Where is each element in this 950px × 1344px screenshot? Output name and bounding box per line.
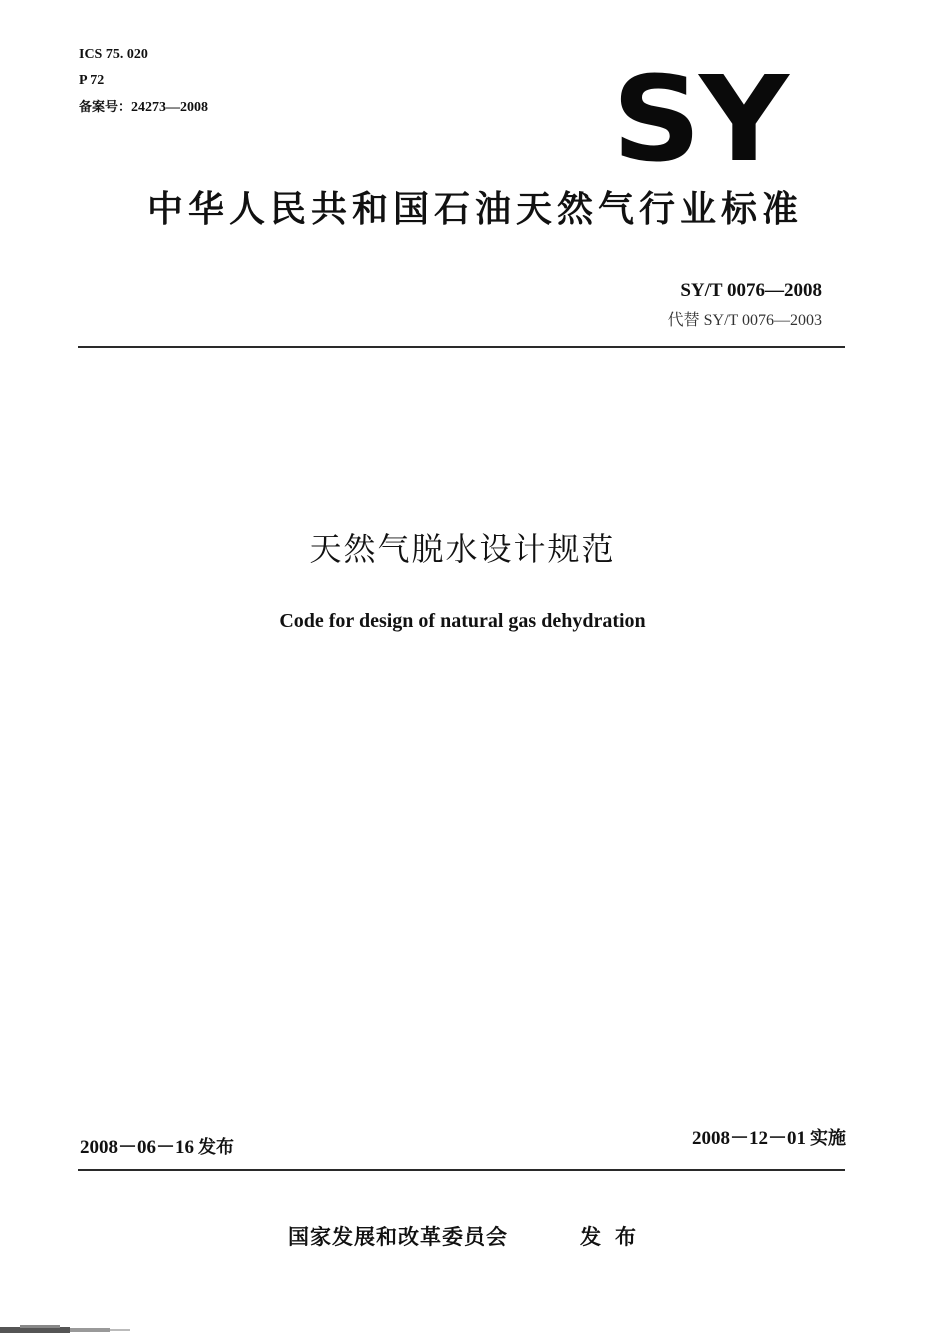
effective-date: 2008－12－01 <box>691 1128 806 1149</box>
top-divider <box>78 346 845 348</box>
category-code: P 72 <box>79 73 105 88</box>
publish-date-line <box>80 1136 234 1160</box>
ics-code: ICS 75. 020 <box>79 47 148 62</box>
sy-logo: SY <box>612 50 787 188</box>
publish-label: 发布 <box>198 1137 235 1158</box>
issue-label: 发布 <box>580 1225 650 1249</box>
scan-artifact <box>0 1324 135 1336</box>
effective-date-line <box>692 1127 846 1151</box>
replaces-standard: 代替 SY/T 0076—2003 <box>667 312 822 329</box>
standard-number: SY/T 0076—2008 <box>680 280 822 301</box>
filing-number: 24273—2008 <box>131 100 209 115</box>
industry-standard-title: 中华人民共和国石油天然气行业标准 <box>146 189 803 230</box>
document-title-english: Code for design of natural gas dehydration <box>279 610 646 632</box>
document-title-chinese: 天然气脱水设计规范 <box>309 530 616 568</box>
filing-label: 备案号： <box>79 100 132 115</box>
filing-number-line <box>79 99 208 117</box>
effective-label: 实施 <box>810 1128 846 1149</box>
issuing-authority: 国家发展和改革委员会 <box>288 1225 508 1249</box>
bottom-divider <box>78 1169 845 1171</box>
publish-date: 2008－06－16 <box>80 1137 195 1158</box>
